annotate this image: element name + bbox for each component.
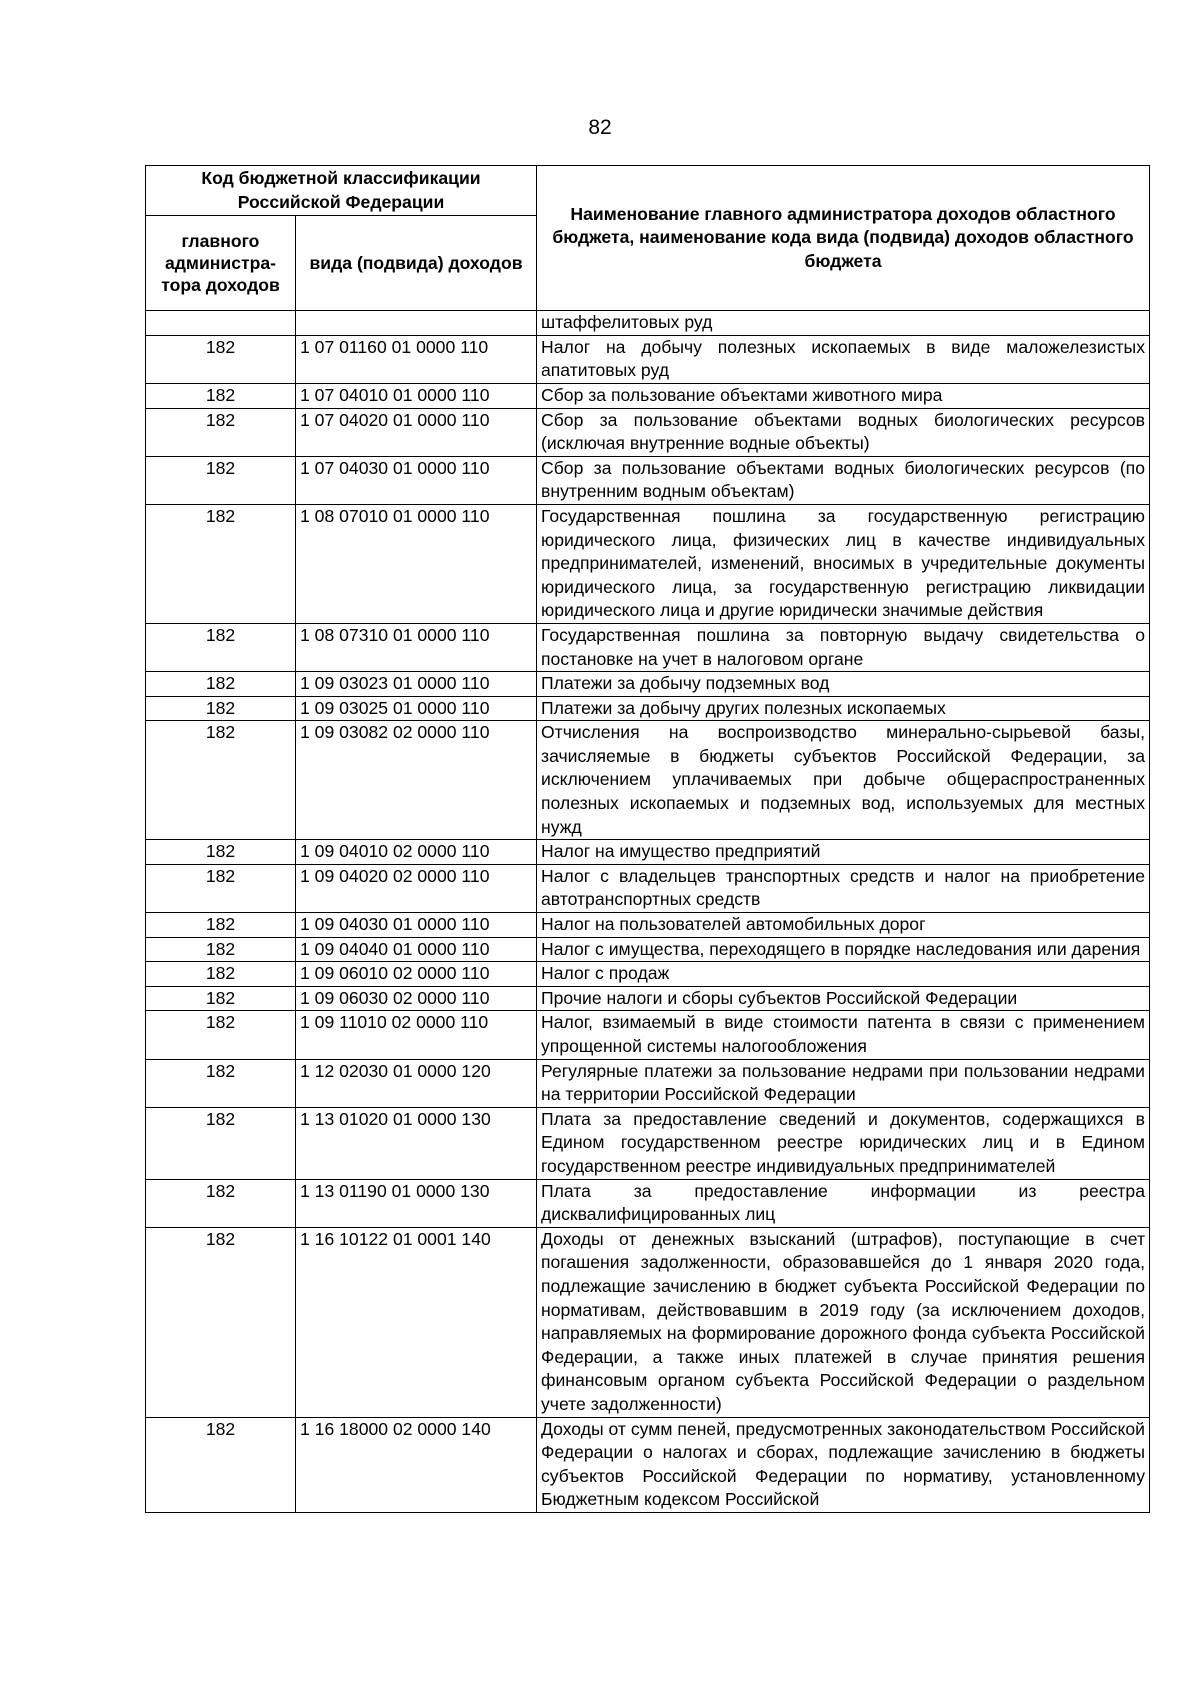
revenue-code-cell: 1 07 04030 01 0000 110 (296, 456, 537, 504)
table-row (146, 408, 1150, 456)
table-row (146, 672, 1150, 697)
admin-code-cell: 182 (146, 672, 296, 697)
revenue-code-cell: 1 09 03025 01 0000 110 (296, 696, 537, 721)
revenue-code-cell: 1 07 04010 01 0000 110 (296, 383, 537, 408)
revenue-name-cell: Платежи за добычу других полезных ископаемых (537, 696, 1150, 721)
admin-code-cell: 182 (146, 1227, 296, 1417)
table-row (146, 721, 1150, 840)
continuation-admin-cell (146, 311, 296, 336)
admin-code-cell: 182 (146, 456, 296, 504)
revenue-code-cell: 1 16 18000 02 0000 140 (296, 1417, 537, 1512)
revenue-name-cell: Сбор за пользование объектами животного мира (537, 383, 1150, 408)
header-name-column: Наименование главного администратора доходов областного бюджета, наименование кода вида (подвида) доходов областного бюджета (537, 166, 1150, 311)
admin-code-cell: 182 (146, 696, 296, 721)
revenue-name-cell: Сбор за пользование объектами водных биологических ресурсов (по внутренним водным объектам) (537, 456, 1150, 504)
table-row (146, 986, 1150, 1011)
table-row (146, 1011, 1150, 1059)
header-code-column: вида (подвида) доходов (296, 216, 537, 311)
table-row (146, 383, 1150, 408)
revenue-name-cell: Государственная пошлина за повторную выдачу свидетельства о постановке на учет в налоговом органе (537, 623, 1150, 671)
revenue-code-cell: 1 07 04020 01 0000 110 (296, 408, 537, 456)
revenue-code-cell: 1 09 06010 02 0000 110 (296, 962, 537, 987)
admin-code-cell: 182 (146, 1011, 296, 1059)
revenue-name-cell: Налог с продаж (537, 962, 1150, 987)
revenue-classification-table (145, 165, 1150, 1513)
admin-code-cell: 182 (146, 913, 296, 938)
admin-code-cell: 182 (146, 1417, 296, 1512)
revenue-code-cell: 1 08 07010 01 0000 110 (296, 504, 537, 623)
revenue-name-cell: Налог на пользователей автомобильных дорог (537, 913, 1150, 938)
admin-code-cell: 182 (146, 335, 296, 383)
admin-code-cell: 182 (146, 986, 296, 1011)
revenue-code-cell: 1 16 10122 01 0001 140 (296, 1227, 537, 1417)
revenue-name-cell: Налог с владельцев транспортных средств и налог на приобретение автотранспортных средств (537, 864, 1150, 912)
admin-code-cell: 182 (146, 408, 296, 456)
revenue-name-cell: Плата за предоставление сведений и документов, содержащихся в Едином государственном реестре юридических лиц и в Едином государственном реестре индивидуальных предпринимателей (537, 1107, 1150, 1179)
revenue-code-cell: 1 09 06030 02 0000 110 (296, 986, 537, 1011)
revenue-name-cell: Доходы от денежных взысканий (штрафов), поступающие в счет погашения задолженности, образовавшейся до 1 января 2020 года, подлежащие зачислению в бюджет субъекта Российской Федерации по нормативам, действовавшим в 2019 году (за исключением доходов, направляемых на формирование дорожного фонда субъекта Российской Федерации, а также иных платежей в случае принятия решения финансовым органом субъекта Российской Федерации о раздельном учете задолженности) (537, 1227, 1150, 1417)
admin-code-cell: 182 (146, 623, 296, 671)
table-header (146, 166, 1150, 311)
revenue-name-cell: Плата за предоставление информации из реестра дисквалифицированных лиц (537, 1179, 1150, 1227)
revenue-code-cell: 1 09 04010 02 0000 110 (296, 840, 537, 865)
admin-code-cell: 182 (146, 840, 296, 865)
revenue-name-cell: Государственная пошлина за государственную регистрацию юридического лица, физических лиц в качестве индивидуальных предпринимателей, изменений, вносимых в учредительные документы юридического лица, за государственную регистрацию ликвидации юридического лица и другие юридически значимые действия (537, 504, 1150, 623)
admin-code-cell: 182 (146, 383, 296, 408)
revenue-code-cell: 1 12 02030 01 0000 120 (296, 1059, 537, 1107)
continuation-name-cell: штаффелитовых руд (537, 311, 1150, 336)
header-admin-column: главного администра-тора доходов (146, 216, 296, 311)
revenue-name-cell: Налог с имущества, переходящего в порядке наследования или дарения (537, 937, 1150, 962)
admin-code-cell: 182 (146, 937, 296, 962)
admin-code-cell: 182 (146, 1107, 296, 1179)
table-row (146, 1107, 1150, 1179)
table-row (146, 913, 1150, 938)
table-row (146, 1227, 1150, 1417)
admin-code-cell: 182 (146, 504, 296, 623)
header-group-code: Код бюджетной классификации Российской Федерации (146, 166, 537, 216)
revenue-code-cell: 1 09 03023 01 0000 110 (296, 672, 537, 697)
table-row (146, 456, 1150, 504)
revenue-code-cell: 1 09 04020 02 0000 110 (296, 864, 537, 912)
table-row (146, 696, 1150, 721)
revenue-code-cell: 1 08 07310 01 0000 110 (296, 623, 537, 671)
admin-code-cell: 182 (146, 1059, 296, 1107)
table-row (146, 1417, 1150, 1512)
revenue-code-cell: 1 07 01160 01 0000 110 (296, 335, 537, 383)
revenue-name-cell: Отчисления на воспроизводство минерально-сырьевой базы, зачисляемые в бюджеты субъектов Российской Федерации, за исключением уплачиваемых при добыче общераспространенных полезных ископаемых и подземных вод, используемых для местных нужд (537, 721, 1150, 840)
revenue-code-cell: 1 13 01190 01 0000 130 (296, 1179, 537, 1227)
revenue-code-cell: 1 09 03082 02 0000 110 (296, 721, 537, 840)
table-row (146, 1179, 1150, 1227)
revenue-code-cell: 1 09 04030 01 0000 110 (296, 913, 537, 938)
revenue-name-cell: Налог на добычу полезных ископаемых в виде маложелезистых апатитовых руд (537, 335, 1150, 383)
table-row (146, 864, 1150, 912)
continuation-row (146, 311, 1150, 336)
revenue-name-cell: Регулярные платежи за пользование недрами при пользовании недрами на территории Российской Федерации (537, 1059, 1150, 1107)
table-row (146, 623, 1150, 671)
revenue-code-cell: 1 13 01020 01 0000 130 (296, 1107, 537, 1179)
revenue-code-cell: 1 09 04040 01 0000 110 (296, 937, 537, 962)
table-row (146, 962, 1150, 987)
table-row (146, 335, 1150, 383)
admin-code-cell: 182 (146, 962, 296, 987)
revenue-name-cell: Налог, взимаемый в виде стоимости патента в связи с применением упрощенной системы налогообложения (537, 1011, 1150, 1059)
page-number: 82 (588, 116, 612, 139)
revenue-name-cell: Налог на имущество предприятий (537, 840, 1150, 865)
revenue-name-cell: Доходы от сумм пеней, предусмотренных законодательством Российской Федерации о налогах и сборах, подлежащие зачислению в бюджеты субъектов Российской Федерации по нормативу, установленному Бюджетным кодексом Российской (537, 1417, 1150, 1512)
table-row (146, 840, 1150, 865)
table-row (146, 937, 1150, 962)
table-body (146, 311, 1150, 1513)
revenue-name-cell: Прочие налоги и сборы субъектов Российской Федерации (537, 986, 1150, 1011)
revenue-name-cell: Платежи за добычу подземных вод (537, 672, 1150, 697)
table-row (146, 1059, 1150, 1107)
table-row (146, 504, 1150, 623)
admin-code-cell: 182 (146, 721, 296, 840)
continuation-code-cell (296, 311, 537, 336)
admin-code-cell: 182 (146, 1179, 296, 1227)
revenue-name-cell: Сбор за пользование объектами водных биологических ресурсов (исключая внутренние водные объекты) (537, 408, 1150, 456)
admin-code-cell: 182 (146, 864, 296, 912)
revenue-code-cell: 1 09 11010 02 0000 110 (296, 1011, 537, 1059)
